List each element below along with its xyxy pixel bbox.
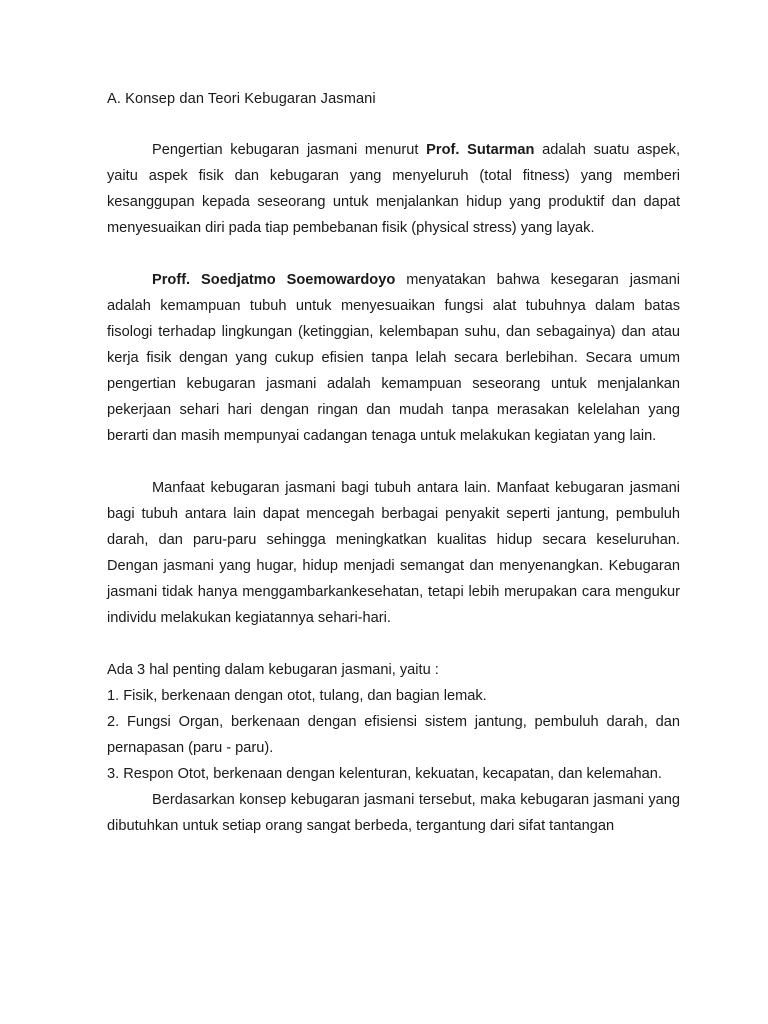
paragraph-sutarman-definition — [107, 137, 680, 241]
paragraph-text: menyatakan bahwa kesegaran jasmani adalah kemampuan tubuh untuk menyesuaikan fungsi alat tubuhnya dalam batas fisologi terhadap lingkungan (ketinggian, kelembapan suhu, dan sebagainya) dan atau kerja fisik dengan yang cukup efisien tanpa lelah secara berlebihan. Secara umum pengertian kebugaran jasmani adalah kemampuan seseorang untuk menjalankan pekerjaan sehari hari dengan ringan dan mudah tanpa merasakan kelelahan yang berarti dan masih mempunyai cadangan tenaga untuk melakukan kegiatan yang lain. — [107, 272, 680, 444]
list-item-organ-function: 2. Fungsi Organ, berkenaan dengan efisiensi sistem jantung, pembuluh darah, dan pernapasan (paru - paru). — [107, 714, 680, 756]
list-item-muscle-response: 3. Respon Otot, berkenaan dengan kelenturan, kekuatan, kecapatan, dan kelemahan. — [107, 766, 662, 782]
list-intro: Ada 3 hal penting dalam kebugaran jasmani, yaitu : — [107, 662, 439, 678]
paragraph-text: Pengertian kebugaran jasmani menurut — [152, 142, 427, 158]
paragraph-soedjatmo-definition — [107, 267, 680, 449]
list-item-physical: 1. Fisik, berkenaan dengan otot, tulang, dan bagian lemak. — [107, 688, 487, 704]
author-name-sutarman: Prof. Sutarman — [426, 142, 535, 158]
paragraph-benefits: Manfaat kebugaran jasmani bagi tubuh antara lain. Manfaat kebugaran jasmani bagi tubuh antara lain dapat mencegah berbagai penyakit seperti jantung, pembuluh darah, dan paru-paru sehingga meningkatkan kualitas hidup secara keseluruhan. Dengan jasmani yang hugar, hidup menjadi semangat dan menyenangkan. Kebugaran jasmani tidak hanya menggambarkankesehatan, tetapi lebih merupakan cara mengukur individu melakukan kegiatannya sehari-hari. — [107, 480, 680, 626]
section-heading: A. Konsep dan Teori Kebugaran Jasmani — [107, 91, 376, 107]
author-name-soedjatmo: Proff. Soedjatmo Soemowardoyo — [152, 272, 396, 288]
important-aspects-list — [107, 683, 680, 787]
document-body — [107, 86, 680, 839]
paragraph-conclusion: Berdasarkan konsep kebugaran jasmani tersebut, maka kebugaran jasmani yang dibutuhkan untuk setiap orang sangat berbeda, tergantung dari sifat tantangan — [107, 792, 680, 834]
paragraph-text: adalah suatu aspek, yaitu aspek fisik dan kebugaran yang menyeluruh (total fitness) yang memberi kesanggupan kepada seseorang untuk menjalankan hidup yang produktif dan dapat menyesuaikan diri pada tiap pembebanan fisik (physical stress) yang layak. — [107, 142, 681, 236]
